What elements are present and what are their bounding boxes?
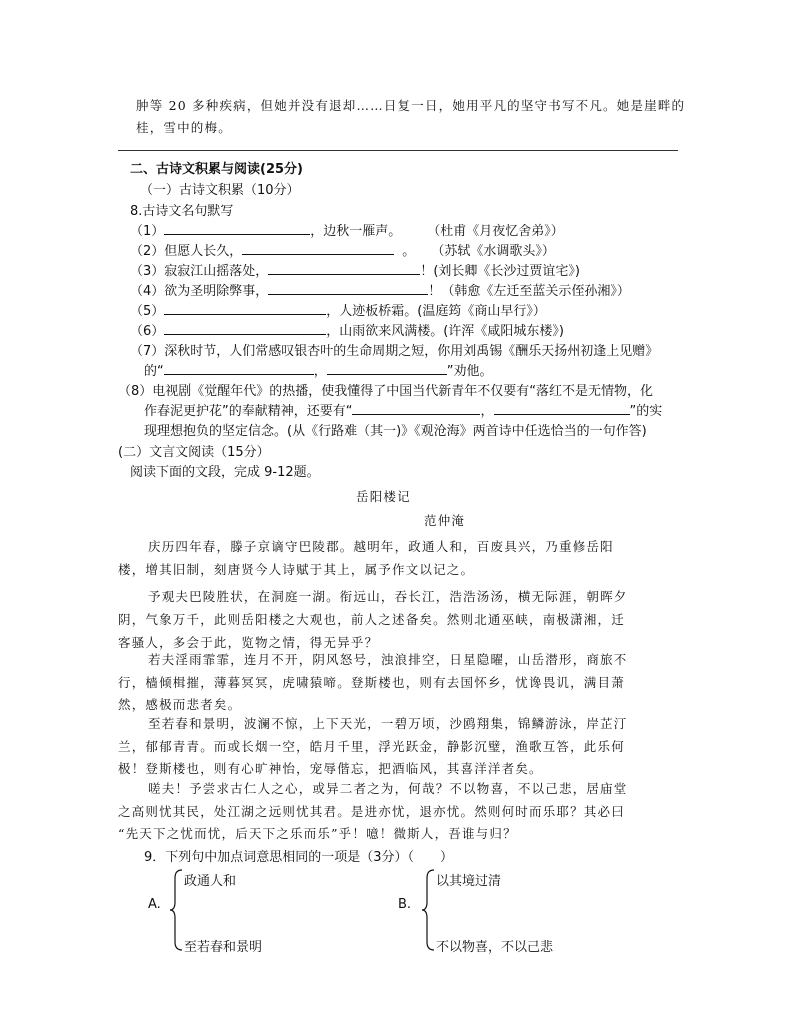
recitation-item-8-line-3: 现理想抱负的坚定信念。(从《行路难（其一)》《观沧海》两首诗中任选恰当的一句作答) [144,424,647,439]
intro-line-2: 桂，雪中的梅。 [136,120,232,135]
item-text: 欲为圣明除弊事， [164,284,269,299]
item-number: （5） [130,304,165,319]
passage-p5-line-1: 嗟夫！予尝求古仁人之心，或异二者之为，何哉？不以物喜，不以己悲，居庙堂 [148,781,628,796]
passage-p3-line-1: 若夫淫雨霏霏，连月不开，阴风怒号，浊浪排空，日星隐曜，山岳潜形，商旅不 [148,652,628,667]
option-b-top: 以其境过清 [436,874,502,889]
passage-p5-line-2: 之高则忧其民，处江湖之远则忧其君。是进亦忧，退亦忧。然则何时而乐耶？其必曰 [118,804,625,819]
item-text: 的“ [144,364,164,379]
item-text: 寂寂江山摇落处， [164,264,269,279]
recitation-item-6 [130,320,564,339]
item-text: ， [313,364,327,379]
item-text: ！ [420,264,434,279]
passage-p1-line-1: 庆历四年春，滕子京谪守巴陵郡。越明年，政通人和，百废具兴，乃重修岳阳 [148,539,614,554]
recitation-item-7-line-2 [144,360,493,379]
recitation-item-1 [130,220,564,239]
option-a-brace-icon [168,868,184,952]
question-8-title: 8.古诗文名句默写 [130,204,234,219]
item-text: 作春泥更护花”的奉献精神，还要有“ [144,404,353,419]
passage-title: 岳阳楼记 [356,489,411,504]
passage-p2-line-2: 阴，气象万千，此则岳阳楼之大观也，前人之述备矣。然则北通巫峡，南极潇湘，迁 [118,612,625,627]
answer-blank[interactable] [242,242,394,255]
passage-p5-line-3: “先天下之忧而忧，后天下之乐而乐”乎！噫！微斯人，吾谁与归？ [118,826,517,841]
item-text: 。 [402,244,416,259]
item-number: （6） [130,324,165,339]
subsection-2-title: (二）文言文阅读（15分） [118,445,270,460]
option-a-bottom: 至若春和景明 [184,940,263,955]
item-source: （韩愈《左迁至蓝关示侄孙湘》） [441,284,630,299]
item-source: （杜甫《月夜忆舍弟》） [427,224,564,239]
item-text: ！ [428,284,442,299]
option-b-brace-icon [420,868,436,952]
item-source: (刘长卿《长沙过贾谊宅》) [433,264,580,279]
passage-p4-line-2: 兰，郁郁青青。而或长烟一空，皓月千里，浮光跃金，静影沉璧，渔歌互答，此乐何 [118,739,625,754]
answer-blank[interactable] [494,402,630,415]
recitation-item-7-line-1: （7）深秋时节，人们常感叹银杏叶的生命周期之短，你用刘禹锡《酬乐天扬州初逢上见赠》 [130,344,659,359]
recitation-item-5 [130,300,546,319]
recitation-item-2 [130,240,555,259]
subsection-1-title: （一）古诗文积累（10分） [140,183,300,198]
item-text: ， [480,404,494,419]
item-source: (温庭筠《商山早行》） [417,304,546,319]
passage-p4-line-3: 极！登斯楼也，则有心旷神怡，宠辱偕忘，把酒临风，其喜洋洋者矣。 [118,761,543,776]
item-text: ，边秋一雁声。 [310,224,402,239]
recitation-item-3 [130,260,580,279]
recitation-item-4 [130,280,630,299]
recitation-item-8-line-1: （8）电视剧《觉醒年代》的热播，使我懂得了中国当代新青年不仅要有“落红不是无情物，化 [118,384,654,399]
item-text: 但愿人长久， [164,244,243,259]
item-text: ，山雨欲来风满楼。 [326,324,444,339]
item-number: （2） [130,244,165,259]
passage-p2-line-3: 客骚人，多会于此，览物之情，得无异乎？ [118,635,379,650]
answer-blank[interactable] [352,402,480,415]
answer-blank[interactable] [268,262,420,275]
passage-p2-line-1: 予观夫巴陵胜状，在洞庭一湖。衔远山，吞长江，浩浩汤汤，横无际涯，朝晖夕 [148,589,628,604]
answer-blank[interactable] [164,302,326,315]
passage-p3-line-2: 行，樯倾楫摧，薄暮冥冥，虎啸猿啼。登斯楼也，则有去国怀乡，忧谗畏讥，满目萧 [118,675,625,690]
recitation-item-8-line-2 [144,400,662,419]
question-9-stem: 9．下列句中加点词意思相同的一项是（3分）（ ） [144,850,454,865]
item-number: （3） [130,264,165,279]
item-text: ，人迹板桥霜。 [326,304,418,319]
passage-author: 范仲淹 [424,513,466,528]
answer-blank[interactable] [164,222,310,235]
option-b-bottom: 不以物喜，不以己悲 [436,940,554,955]
item-text: ”劝他。 [446,364,493,379]
divider-rule [118,150,678,151]
passage-p4-line-1: 至若春和景明，波澜不惊，上下天光，一碧万顷，沙鸥翔集，锦鳞游泳，岸芷汀 [148,716,628,731]
reading-instruction: 阅读下面的文段，完成 9-12题。 [130,465,320,480]
answer-blank[interactable] [164,362,314,375]
item-text: ”的实 [629,404,663,419]
answer-blank[interactable] [327,362,447,375]
passage-p1-line-2: 楼，增其旧制，刻唐贤今人诗赋于其上，属予作文以记之。 [118,562,475,577]
option-a-label[interactable]: A. [148,897,161,912]
intro-line-1: 肿等 20 多种疾病，但她并没有退却……日复一日，她用平凡的坚守书写不凡。她是崖畔的 [136,98,686,113]
item-number: （1） [130,224,165,239]
item-number: （4） [130,284,165,299]
item-source: (许浑《咸阳城东楼》) [443,324,564,339]
section-title: 二、古诗文积累与阅读(25分) [130,162,303,177]
option-b-label[interactable]: B. [398,897,412,912]
item-source: （苏轼《水调歌头》） [431,244,555,259]
option-a-top: 政通人和 [184,874,237,889]
answer-blank[interactable] [268,282,428,295]
answer-blank[interactable] [164,322,326,335]
passage-p3-line-3: 然，感极而悲者矣。 [118,697,242,712]
